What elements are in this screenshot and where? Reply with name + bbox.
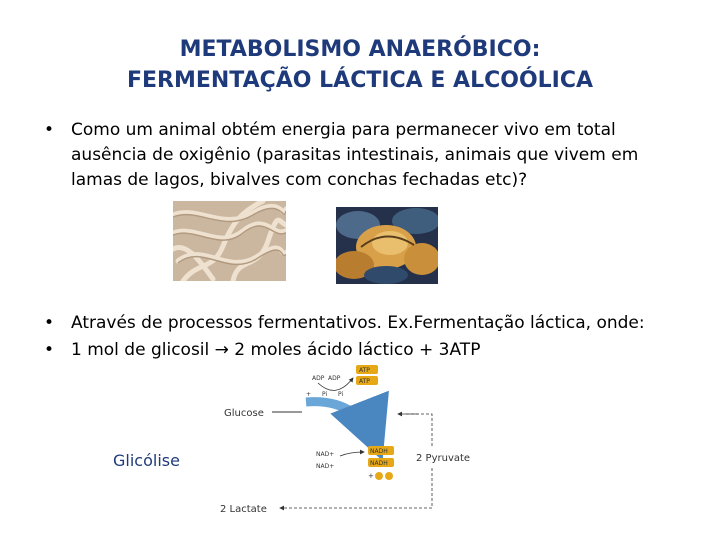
bullet-marker: • xyxy=(44,120,55,140)
nad-label-1: NAD+ xyxy=(316,451,335,458)
parasite-worms-image xyxy=(173,201,286,281)
bullet-marker: • xyxy=(44,313,55,333)
nadh-label-1: NADH xyxy=(370,448,388,455)
pi-label-2: Pi xyxy=(338,391,344,398)
adp-label-2: ADP xyxy=(328,375,341,382)
bullet-text: Como um animal obtém energia para permanecer vivo em total ausência de oxigênio (parasitas intestinais, animais que vivem em lamas de lagos, bivalves com conchas fechadas etc)? xyxy=(71,120,639,190)
bullet-question xyxy=(44,118,664,193)
plus-sign-2: + xyxy=(368,472,374,480)
glycolysis-label: Glicólise xyxy=(113,451,180,470)
bullet-text: Através de processos fermentativos. Ex.Fermentação láctica, onde: xyxy=(71,313,645,333)
pyruvate-label: 2 Pyruvate xyxy=(416,453,471,464)
title-line-2: FERMENTAÇÃO LÁCTICA E ALCOÓLICA xyxy=(126,68,594,93)
bullet-fermentation xyxy=(44,311,684,336)
glucose-label: Glucose xyxy=(224,408,264,419)
atp-label-2: ATP xyxy=(359,378,370,385)
adp-label-1: ADP xyxy=(312,375,325,382)
lactate-label: 2 Lactate xyxy=(220,504,267,515)
plus-sign-1: + xyxy=(306,391,312,398)
title-line-1: METABOLISMO ANAERÓBICO: xyxy=(179,37,541,62)
pi-label-1: Pi xyxy=(322,391,328,398)
lactic-fermentation-diagram xyxy=(218,360,480,520)
slide-title xyxy=(0,34,720,96)
atp-label-1: ATP xyxy=(359,367,370,374)
nad-label-2: NAD+ xyxy=(316,463,335,470)
bivalves-image xyxy=(336,207,438,284)
bullet-marker: • xyxy=(44,340,55,360)
nadh-label-2: NADH xyxy=(370,460,388,467)
bullet-text: 1 mol de glicosil → 2 moles ácido láctico + 3ATP xyxy=(71,340,481,360)
